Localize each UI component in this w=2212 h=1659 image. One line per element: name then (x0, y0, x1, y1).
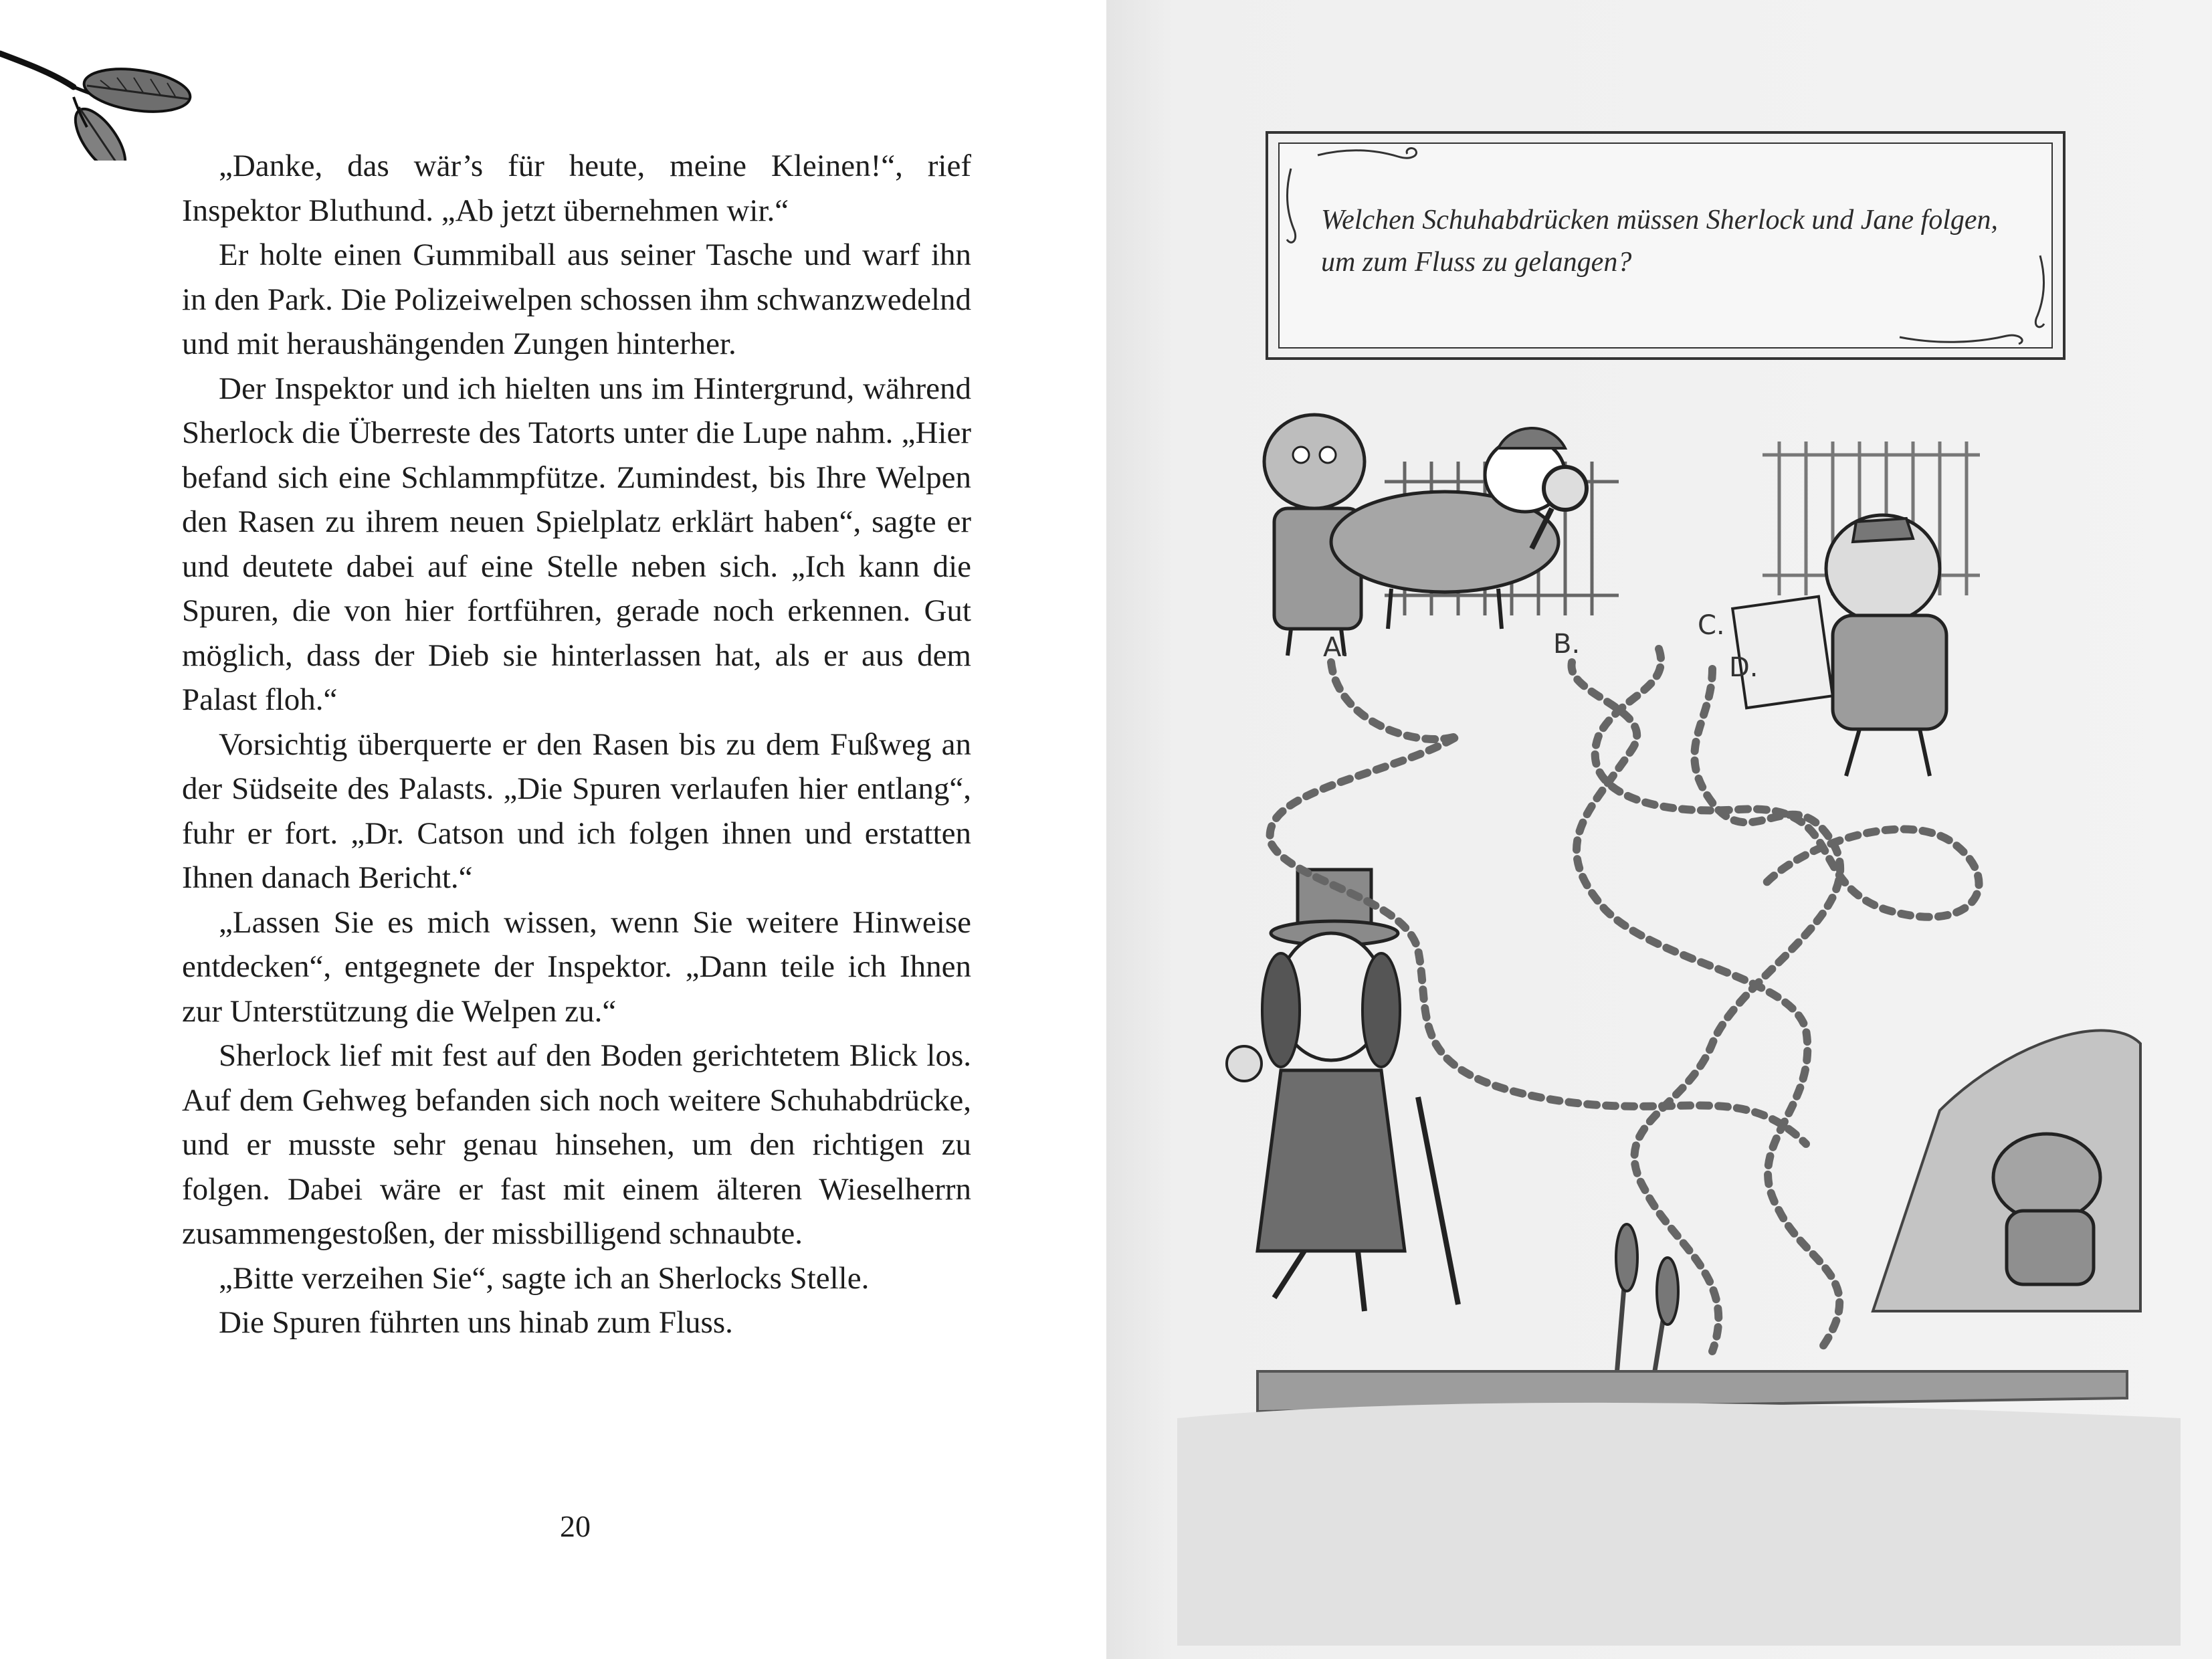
bulldog-newspaper-icon (1732, 515, 1946, 776)
paragraph: Sherlock lief mit fest auf den Boden gerichtetem Blick los. Auf dem Gehweg befanden sich noch weitere Schuhabdrücke, und er musste sehr genau hinsehen, um den richtigen zu folgen. Dabei wäre er fast mit einem älteren Wieselherrn zusammengestoßen, der missbilligend schnaubte. (182, 1038, 971, 1251)
footprint-maze-illustration (1137, 375, 2181, 1646)
page-number: 20 (560, 1509, 591, 1543)
paragraph: Vorsichtig überquerte er den Rasen bis zu dem Fußweg an der Südseite des Palasts. „Die Spuren verlaufen hier entlang“, fuhr er fort. „Dr. Catson und ich folgen ihnen und erstatten Ihnen danach Bericht.“ (182, 726, 971, 895)
start-label-a: A. (1323, 632, 1350, 663)
puzzle-question: Welchen Schuhabdrücken müssen Sherlock und Jane folgen, um zum Fluss zu gelangen? (1321, 205, 1998, 278)
story-text (182, 144, 971, 1345)
paragraph: Der Inspektor und ich hielten uns im Hintergrund, während Sherlock die Überreste des Tatorts unter die Lupe nahm. „Hier befand sich eine Schlammpfütze. Zumindest, bis Ihre Welpen den Rasen zu ihrem neuen Spielplatz erklärt haben“, sagte er und deutete dabei auf eine Stelle neben sich. „Ich kann die Spuren, die von hier fortführen, gerade noch erkennen. Gut möglich, dass der Dieb sie hinterlassen hat, als er aus dem Palast floh.“ (182, 371, 971, 717)
start-label-b: B. (1553, 629, 1581, 660)
weasel-icon (1873, 1030, 2140, 1311)
start-label-d: D. (1729, 652, 1758, 683)
leaf-branch-icon (0, 27, 201, 161)
paragraph: Er holte einen Gummiball aus seiner Tasche und warf ihn in den Park. Die Polizeiwelpen schossen ihm schwanzwedelnd und mit heraushängenden Zungen hinterher. (182, 237, 971, 361)
inspector-bloodhound-icon (1227, 870, 1458, 1311)
paragraph: Die Spuren führten uns hinab zum Fluss. (219, 1305, 733, 1340)
paragraph: „Lassen Sie es mich wissen, wenn Sie weitere Hinweise entdecken“, entgegnete der Inspektor. „Dann teile ich Ihnen zur Unterstützung die Welpen zu.“ (182, 904, 971, 1029)
start-label-c: C. (1698, 610, 1725, 641)
paragraph: „Danke, das wär’s für heute, meine Kleinen!“, rief Inspektor Bluthund. „Ab jetzt übernehmen wir.“ (182, 149, 971, 228)
footprint-trail-b (1571, 662, 1839, 1351)
paragraph: „Bitte verzeihen Sie“, sagte ich an Sherlocks Stelle. (219, 1260, 870, 1296)
